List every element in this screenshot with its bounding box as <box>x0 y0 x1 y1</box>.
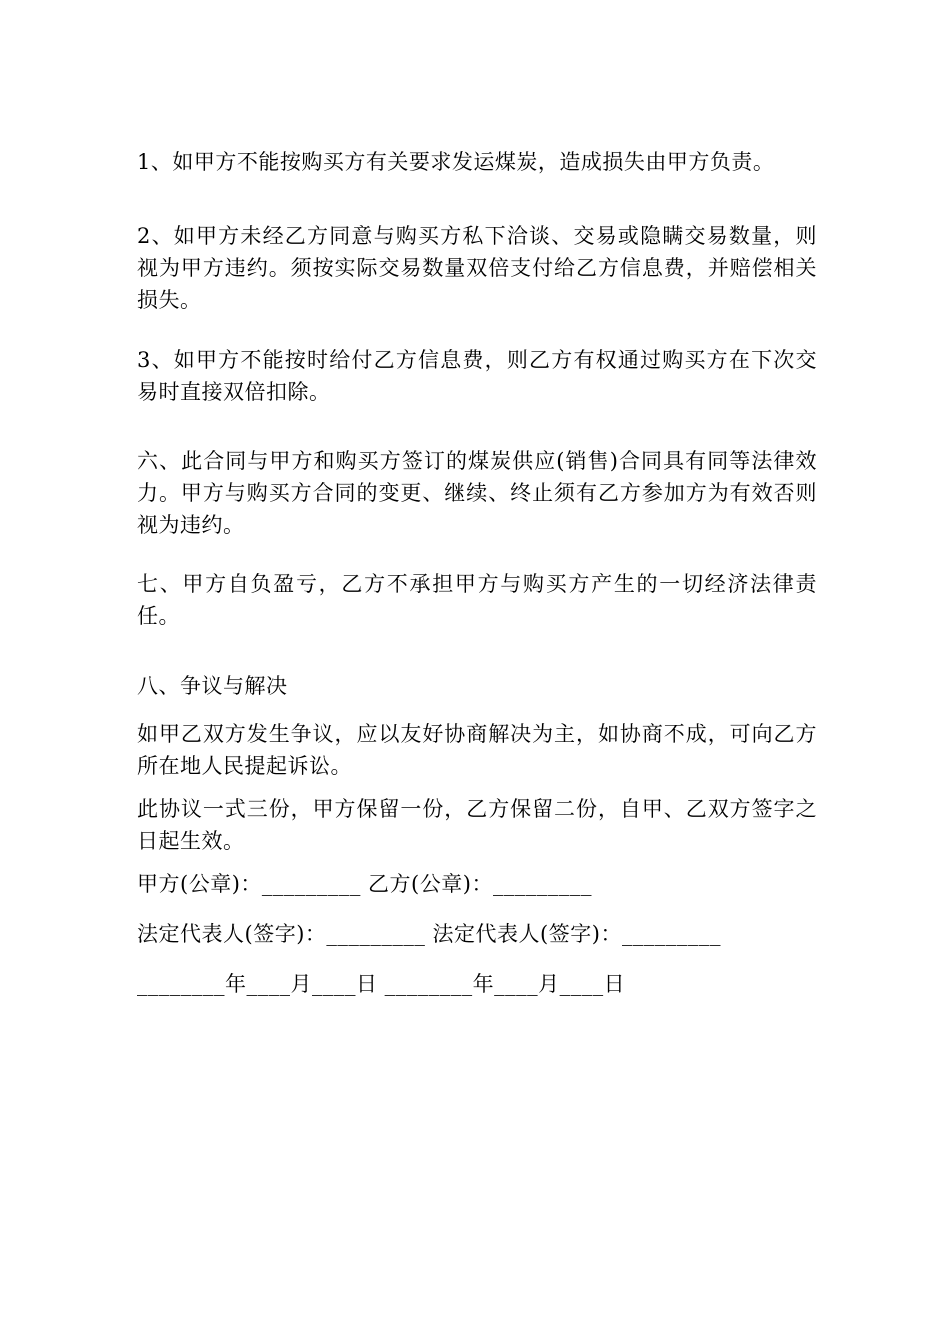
dispute-paragraph: 如甲乙双方发生争议，应以友好协商解决为主，如协商不成，可向乙方所在地人民提起诉讼。 <box>137 722 817 778</box>
section-6: 六、此合同与甲方和购买方签订的煤炭供应(销售)合同具有同等法律效力。甲方与购买方合同的变更、继续、终止须有乙方参加方为有效否则视为违约。 <box>137 449 817 537</box>
clause-2: 2、如甲方未经乙方同意与购买方私下洽谈、交易或隐瞒交易数量，则视为甲方违约。须按实际交易数量双倍支付给乙方信息费，并赔偿相关损失。 <box>137 224 817 312</box>
date-line: ________年____月____日 ________年____月____日 <box>137 972 626 996</box>
clause-1: 1、如甲方不能按购买方有关要求发运煤炭，造成损失由甲方负责。 <box>137 150 775 174</box>
representative-line: 法定代表人(签字)：_________ 法定代表人(签字)：_________ <box>137 922 721 946</box>
section-8-heading: 八、争议与解决 <box>137 674 288 698</box>
clause-3: 3、如甲方不能按时给付乙方信息费，则乙方有权通过购买方在下次交易时直接双倍扣除。 <box>137 348 817 404</box>
seal-line: 甲方(公章)：_________ 乙方(公章)：_________ <box>137 872 592 896</box>
section-7: 七、甲方自负盈亏，乙方不承担甲方与购买方产生的一切经济法律责任。 <box>137 572 817 628</box>
copies-paragraph: 此协议一式三份，甲方保留一份，乙方保留二份，自甲、乙双方签字之日起生效。 <box>137 797 817 853</box>
